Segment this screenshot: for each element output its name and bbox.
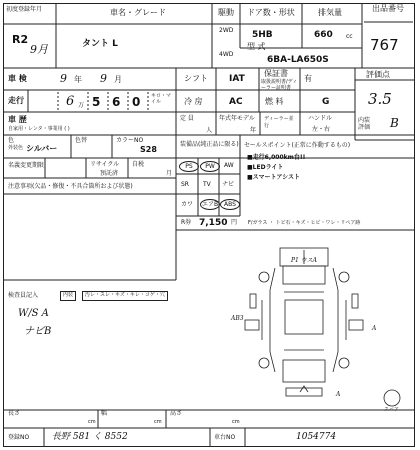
equip-ps: PS xyxy=(179,161,199,172)
sales-point-3: ■スマートアシスト xyxy=(247,174,300,181)
rtax-unit: 円 xyxy=(231,219,238,226)
rtax-value: 7,150 xyxy=(199,218,228,228)
equip-leather: カワ xyxy=(181,201,194,208)
equip-tv: TV xyxy=(203,181,211,188)
ac-value: AC xyxy=(229,97,243,107)
fuel-value: G xyxy=(322,97,330,107)
inspection-year-unit: 年 xyxy=(74,75,82,84)
diagram-right-marks: A xyxy=(372,325,377,332)
reg-no-value: 長野 581 く 8552 xyxy=(52,432,128,442)
tax-unit: 月 xyxy=(166,170,173,177)
inspector-interior-label: 内装 xyxy=(60,291,76,301)
sales-points-label: セールスポイント(正常に作動するもの) xyxy=(244,142,351,149)
displacement-label: 排気量 xyxy=(318,8,342,17)
inspector-interior-items: 汚レ・スレ・キズ・キレ・コゲ・穴 xyxy=(82,291,168,301)
warranty-sub: 取扱説明書/ディーラー証明書 xyxy=(261,79,298,91)
name-grade-label: 車名・グレード xyxy=(110,8,166,17)
width-label: 幅 xyxy=(101,410,108,417)
capacity-unit: 人 xyxy=(206,127,213,134)
diagram-rear-marks: A xyxy=(336,391,341,398)
notes-label: 注意事項(欠品・修復・不具合箇所および状態) xyxy=(8,183,133,190)
length-unit: cm xyxy=(88,419,96,425)
lot-number: 767 xyxy=(370,36,399,54)
mileage-digit-1: 6 xyxy=(66,94,75,109)
dealer-label: ディーラー並行 xyxy=(264,116,294,129)
model-value: 6BA-LA650S xyxy=(267,55,329,65)
mileage-man-unit: 万 xyxy=(78,102,85,109)
mileage-digit-3: 6 xyxy=(112,95,121,109)
diagram-front-marks: P1 ウスA xyxy=(291,257,317,264)
inspector-note-ws: W/S A xyxy=(18,308,49,319)
ac-label: 冷 房 xyxy=(184,97,203,106)
warranty-label: 保証書 xyxy=(264,69,288,78)
handle-value: 左・右 xyxy=(312,126,331,133)
rtax-label: R券 xyxy=(181,219,192,226)
spare-label: スペア xyxy=(384,407,400,413)
name-change-label: 名義変更期限 xyxy=(8,162,45,169)
sales-point-1: ■走行6,000km台!! xyxy=(247,154,306,161)
recycle-value: 預託済 xyxy=(100,170,119,177)
mileage-unit: キロ・マイル xyxy=(151,93,172,105)
color-no-value: S28 xyxy=(140,145,157,154)
drive-label: 駆動 xyxy=(218,8,234,17)
year-model-label: 年式年モデル xyxy=(219,115,255,122)
equipment-label: 装備品(純正品に限る) xyxy=(180,141,239,148)
height-unit: cm xyxy=(232,419,240,425)
equip-pw: PW xyxy=(200,161,220,172)
inspector-label: 検査員記入 xyxy=(8,292,39,299)
drive-2wd: 2WD xyxy=(219,27,234,34)
inspection-label: 車 検 xyxy=(8,74,27,83)
drive-4wd: 4WD xyxy=(219,51,234,58)
inspection-month: 9 xyxy=(100,72,107,85)
first-reg-era: R2 xyxy=(12,33,29,46)
chassis-no-value: 1054774 xyxy=(296,432,337,442)
width-unit: cm xyxy=(154,419,162,425)
displacement-value: 660 xyxy=(314,30,333,40)
sales-point-2: ■LEDライト xyxy=(247,164,284,171)
diagram-left-marks: AB3 xyxy=(231,315,244,322)
first-reg-label: 初度登録年月 xyxy=(6,6,43,13)
score-value: 3.5 xyxy=(368,90,392,108)
chassis-no-label: 車台NO xyxy=(214,434,236,441)
doors-label: ドア数・形状 xyxy=(247,8,295,17)
shift-label: シフト xyxy=(184,74,208,83)
repaint-label: 色替 xyxy=(75,137,88,144)
equip-aw: AW xyxy=(224,162,234,169)
history-label: 車 歴 xyxy=(8,115,27,124)
inspection-year: 9 xyxy=(60,72,67,85)
equip-airbag: エアB xyxy=(200,199,220,210)
equip-abs: ABS xyxy=(220,199,240,210)
inspection-month-unit: 月 xyxy=(114,75,122,84)
equip-navi: ナビ xyxy=(222,181,235,188)
recycle-label: リサイクル xyxy=(90,161,120,168)
mileage-digit-4: 0 xyxy=(132,95,141,109)
interior-score-label: 内装評価 xyxy=(358,117,371,132)
length-label: 長さ xyxy=(8,410,21,417)
tax-label: 自税 xyxy=(132,161,145,168)
color-sub: 外装色 xyxy=(8,145,24,151)
shift-value: IAT xyxy=(229,74,245,84)
glass-line: F/ガラス ・ トビ石・キズ・ヒビ・ワレ・リペア跡 xyxy=(248,220,361,226)
history-options: 自家用・レンタ・事業用 ( ) xyxy=(8,126,70,132)
lot-label: 出品番号 xyxy=(372,4,404,13)
car-name: タント L xyxy=(82,39,118,49)
mileage-digit-2: 5 xyxy=(92,95,101,109)
interior-score-value: B xyxy=(390,116,399,130)
equip-sr: SR xyxy=(181,181,189,188)
mileage-label: 走行 xyxy=(8,96,24,105)
fuel-label: 燃 料 xyxy=(265,97,284,106)
color-label: 色 xyxy=(8,137,15,144)
doors-value: 5HB xyxy=(252,30,273,40)
first-reg-month: 9月 xyxy=(30,43,48,56)
color-no-label: カラーNO xyxy=(116,137,144,144)
color-value: シルバー xyxy=(26,144,58,153)
displacement-unit: cc xyxy=(346,33,353,40)
warranty-mark: 有 xyxy=(304,74,312,83)
model-label: 型 式 xyxy=(247,42,266,51)
reg-no-label: 登録NO xyxy=(8,434,30,441)
handle-label: ハンドル xyxy=(308,115,333,122)
inspector-note-navi: ナビB xyxy=(24,326,52,337)
capacity-label: 定 員 xyxy=(180,115,194,122)
height-label: 高さ xyxy=(170,410,183,417)
score-label: 評価点 xyxy=(366,70,390,79)
year-model-unit: 年 xyxy=(250,127,257,134)
